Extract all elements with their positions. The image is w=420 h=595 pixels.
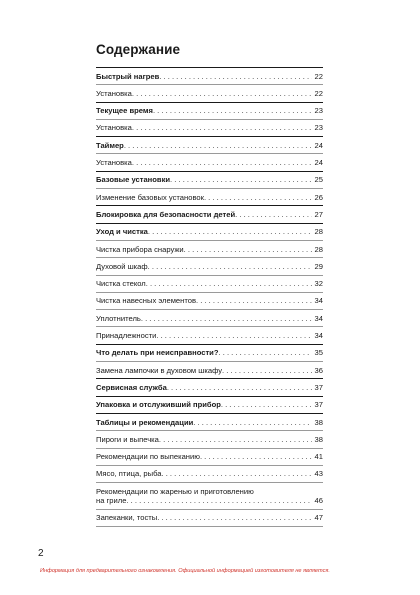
toc-entry-label: Чистка навесных элементов: [96, 296, 196, 306]
toc-entry[interactable]: [96, 188, 323, 205]
toc-entry-page: 38: [314, 434, 323, 444]
dot-leader: [148, 227, 312, 236]
dot-leader: [219, 348, 312, 357]
toc-entry[interactable]: [96, 326, 323, 343]
toc-entry-label: Изменение базовых установок: [96, 192, 204, 202]
toc-entry-page: 37: [314, 382, 323, 392]
toc-entry-label: Сервисная служба: [96, 382, 167, 392]
toc-entry-page: 35: [314, 348, 323, 358]
dot-leader: [204, 193, 312, 202]
dot-leader: [141, 314, 312, 323]
toc-entry[interactable]: [96, 344, 323, 361]
toc-entry-label: Текущее время: [96, 106, 153, 116]
dot-leader: [184, 245, 312, 254]
toc-entry-page: 28: [314, 227, 323, 237]
toc-entry[interactable]: [96, 275, 323, 292]
toc-entry[interactable]: [96, 136, 323, 153]
toc-entry-label: Базовые установки: [96, 175, 171, 185]
toc-entry[interactable]: [96, 119, 323, 136]
toc-entry-label: Пироги и выпечка: [96, 434, 159, 444]
toc-entry-label: Упаковка и отслуживший прибор: [96, 400, 221, 410]
toc-entry-page: 25: [314, 175, 323, 185]
dot-leader: [157, 513, 311, 522]
contents-title: Содержание: [96, 42, 181, 57]
toc-entry-label: Блокировка для безопасности детей: [96, 209, 236, 219]
toc-entry-label: Рекомендации по выпеканию: [96, 452, 200, 462]
toc-entry-page: 32: [314, 279, 323, 289]
dot-leader: [167, 383, 312, 392]
toc-entry[interactable]: [96, 430, 323, 447]
toc-entry-page: 24: [314, 158, 323, 168]
dot-leader: [146, 279, 312, 288]
dot-leader: [126, 496, 311, 505]
dot-leader: [159, 72, 311, 81]
toc-entry[interactable]: [96, 292, 323, 309]
toc-entry-label: Запеканки, тосты: [96, 513, 158, 523]
toc-entry-label: Таймер: [96, 140, 124, 150]
toc-entry[interactable]: [96, 448, 323, 465]
toc-entry-page: 38: [314, 417, 323, 427]
toc-entry-label: Замена лампочки в духовом шкафу: [96, 365, 223, 375]
dot-leader: [235, 210, 311, 219]
toc-entry[interactable]: [96, 67, 323, 84]
toc-entry-label: Чистка прибора снаружи: [96, 244, 184, 254]
toc-entry-label-line1: Рекомендации по жаренью и приготовлению: [96, 486, 254, 496]
toc-entry[interactable]: [96, 465, 323, 482]
dot-leader: [161, 469, 311, 478]
toc-entry-page: 23: [314, 123, 323, 133]
toc-entry-page: 23: [314, 106, 323, 116]
dot-leader: [170, 175, 312, 184]
page-number: 2: [38, 548, 44, 559]
table-of-contents: [96, 67, 323, 527]
toc-entry-page: 22: [314, 71, 323, 81]
toc-entry-page: 43: [314, 469, 323, 479]
dot-leader: [132, 89, 312, 98]
toc-entry-page: 41: [314, 452, 323, 462]
toc-entry-page: 22: [314, 88, 323, 98]
toc-entry[interactable]: [96, 84, 323, 101]
toc-entry[interactable]: [96, 153, 323, 170]
toc-entry[interactable]: [96, 309, 323, 326]
toc-entry-label: на гриле: [96, 496, 127, 506]
dot-leader: [132, 123, 312, 132]
toc-entry-label: Уход и чистка: [96, 227, 148, 237]
toc-entry-page: 29: [314, 261, 323, 271]
toc-entry[interactable]: [96, 378, 323, 395]
toc-entry[interactable]: [96, 240, 323, 257]
toc-entry[interactable]: [96, 102, 323, 119]
dot-leader: [153, 106, 312, 115]
dot-leader: [193, 418, 311, 427]
toc-entry[interactable]: [96, 223, 323, 240]
dot-leader: [124, 141, 312, 150]
toc-entry-page: 47: [314, 513, 323, 523]
toc-entry[interactable]: [96, 205, 323, 222]
toc-entry[interactable]: [96, 361, 323, 378]
toc-entry[interactable]: [96, 396, 323, 413]
preview-disclaimer: Информация для предварительного ознакомления. Официальной информацией изготовителя не является.: [40, 568, 330, 574]
toc-entry-page: 37: [314, 400, 323, 410]
dot-leader: [159, 435, 312, 444]
toc-entry[interactable]: [96, 257, 323, 274]
toc-entry-label: Мясо, птица, рыба: [96, 469, 162, 479]
toc-entry-label: Что делать при неисправности?: [96, 348, 219, 358]
toc-entry-page: 34: [314, 313, 323, 323]
dot-leader: [148, 262, 312, 271]
toc-entry-page: 46: [314, 496, 323, 506]
toc-entry-label: Чистка стекол: [96, 279, 146, 289]
toc-entry[interactable]: [96, 509, 323, 527]
toc-entry-page: 26: [314, 192, 323, 202]
dot-leader: [196, 296, 312, 305]
toc-entry-label: Установка: [96, 88, 132, 98]
toc-entry-label: Установка: [96, 158, 132, 168]
toc-entry-page: 36: [314, 365, 323, 375]
toc-entry-page: 34: [314, 331, 323, 341]
toc-entry-label: Установка: [96, 123, 132, 133]
toc-entry-page: 27: [314, 209, 323, 219]
toc-entry[interactable]: [96, 413, 323, 430]
dot-leader: [132, 158, 312, 167]
dot-leader: [200, 452, 312, 461]
toc-entry-label: Принадлежности: [96, 331, 157, 341]
toc-entry-label: Таблицы и рекомендации: [96, 417, 194, 427]
toc-entry[interactable]: [96, 482, 323, 509]
toc-entry-page: 24: [314, 140, 323, 150]
toc-entry-label: Уплотнитель: [96, 313, 141, 323]
toc-entry-label: Духовой шкаф: [96, 261, 148, 271]
toc-entry[interactable]: [96, 171, 323, 188]
toc-entry-label: Быстрый нагрев: [96, 71, 160, 81]
dot-leader: [222, 366, 312, 375]
toc-entry-page: 34: [314, 296, 323, 306]
toc-entry-page: 28: [314, 244, 323, 254]
dot-leader: [156, 331, 311, 340]
dot-leader: [221, 400, 312, 409]
